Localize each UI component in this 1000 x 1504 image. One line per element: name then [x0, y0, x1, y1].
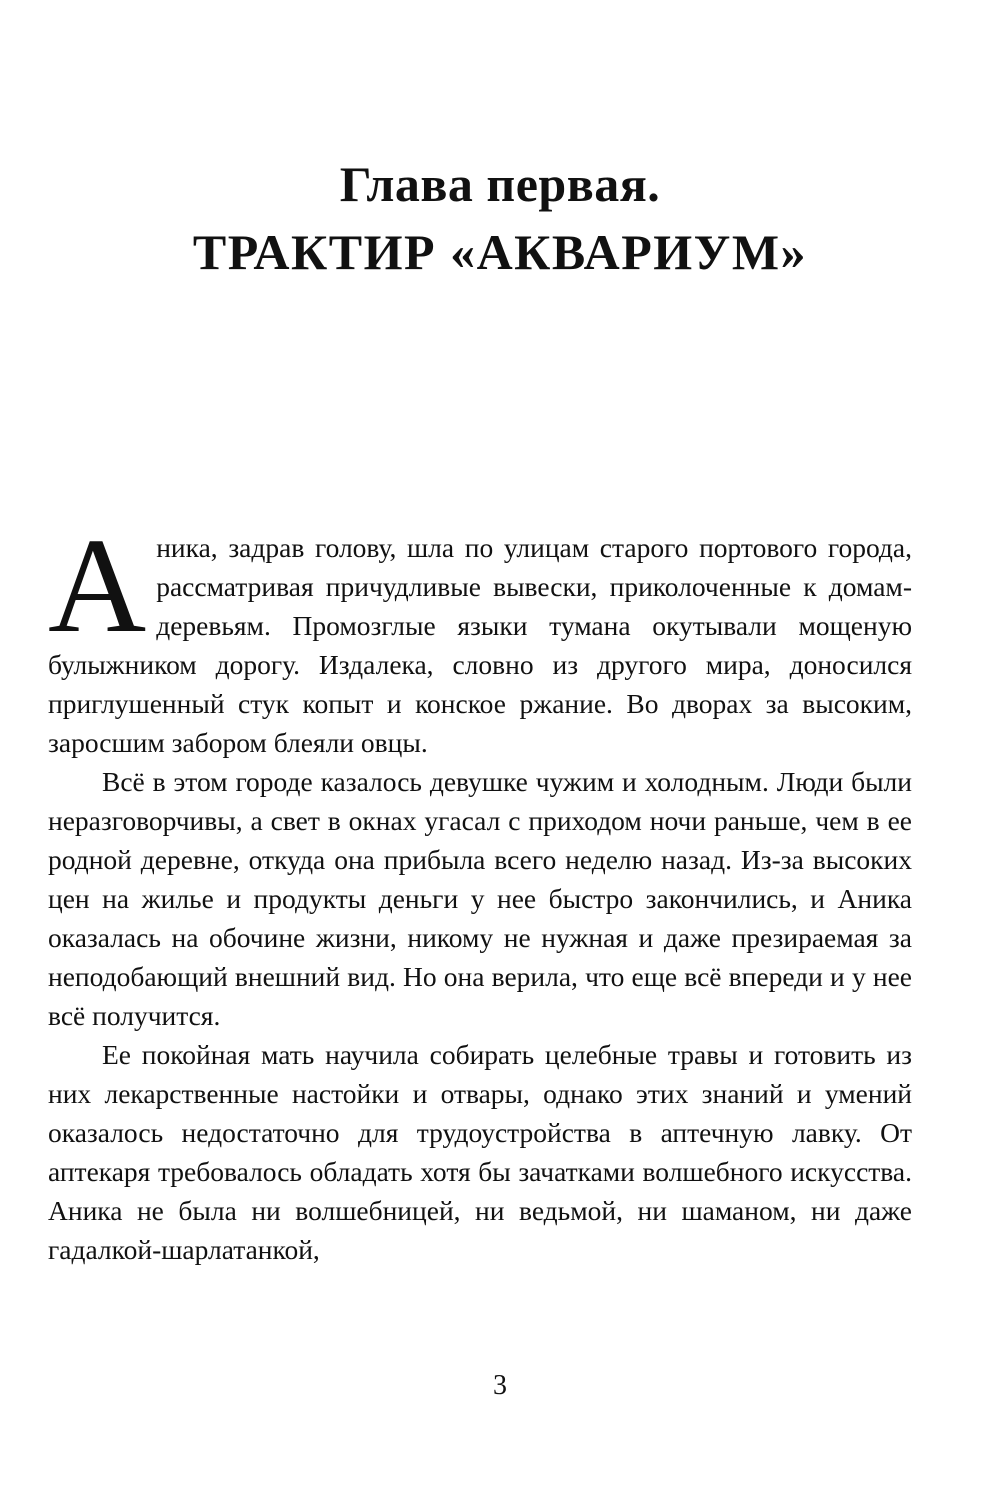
drop-cap: А	[48, 511, 147, 661]
paragraph-2: Всё в этом городе казалось девушке чужим и холодным. Люди были неразговорчивы, а свет в окнах угасал с приходом ночи раньше, чем в ее родной деревне, откуда она прибыла всего неделю назад. Из-за высоких цен на жилье и продукты деньги у нее быстро закончились, и Аника оказалась на обочине жизни, никому не нужная и даже презираемая за неподобающий внешний вид. Но она верила, что еще всё впереди и у нее всё получится.	[48, 766, 912, 1031]
paragraph-3: Ее покойная мать научила собирать целебные травы и готовить из них лекарственные настойки и отвары, однако этих знаний и умений оказалось недостаточно для трудоустройства в аптечную лавку. От аптекаря требовалось обладать хотя бы зачатками волшебного искусства. Аника не была ни волшебницей, ни ведьмой, ни шаманом, ни даже гадалкой-шарлатанкой,	[48, 1039, 912, 1265]
body-text	[48, 511, 912, 1269]
paragraph-1-text: ника, задрав голову, шла по улицам старого портового города, рассматривая причудливые вывески, приколоченные к домам-деревьям. Промозглые языки тумана окутывали мощеную булыжником дорогу. Издалека, словно из другого мира, доносился приглушенный стук копыт и конское ржание. Во дворах за высоким, заросшим забором блеяли овцы.	[48, 532, 912, 758]
chapter-heading	[0, 150, 1000, 286]
chapter-title: Глава первая.	[339, 156, 661, 212]
paragraph-1	[48, 511, 912, 762]
chapter-subtitle: ТРАКТИР «АКВАРИУМ»	[192, 224, 808, 280]
page-number: 3	[493, 1370, 507, 1401]
